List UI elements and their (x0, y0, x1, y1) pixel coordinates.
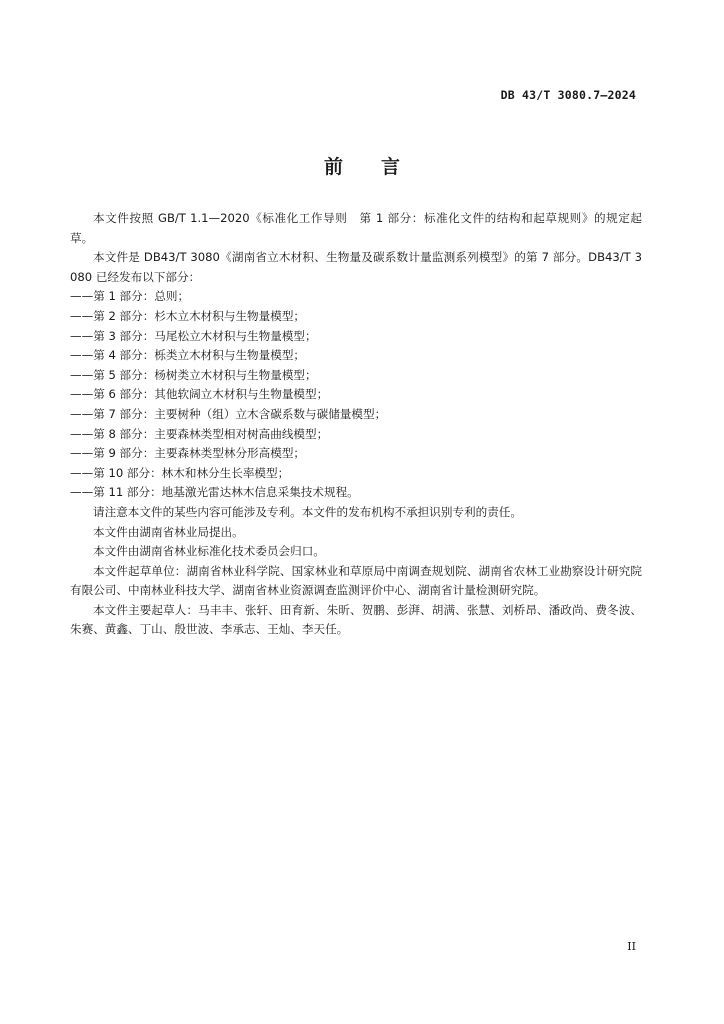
list-item: ——第 6 部分：其他软阔立木材积与生物量模型； (70, 387, 329, 402)
list-item: ——第 7 部分：主要树种（组）立木含碳系数与碳储量模型； (70, 406, 387, 421)
paragraph-committee: 本文件由湖南省林业标准化技术委员会归口。 (93, 544, 325, 559)
list-item: ——第 5 部分：杨树类立木材积与生物量模型； (70, 367, 317, 382)
paragraph-drafting-units: 本文件起草单位：湖南省林业科学院、国家林业和草原局中南调查规划院、湖南省农林工业勘察设计研究院有限公司、中南林业科技大学、湖南省林业资源调查监测评价中心、湖南省计量检测研究院。 (70, 563, 642, 598)
paragraph-series-intro: 本文件是 DB43/T 3080《湖南省立木材积、生物量及碳系数计量监测系列模型》的第 7 部分。DB43/T 3080 已经发布以下部分： (70, 250, 642, 284)
foreword-body (70, 209, 642, 640)
list-item: ——第 10 部分：林木和林分生长率模型； (70, 465, 290, 480)
paragraph-patent-notice: 请注意本文件的某些内容可能涉及专利。本文件的发布机构不承担识别专利的责任。 (93, 504, 522, 519)
list-item: ——第 8 部分：主要森林类型相对树高曲线模型； (70, 426, 329, 441)
list-item: ——第 11 部分：地基激光雷达林木信息采集技术规程。 (70, 485, 359, 500)
paragraph-drafting-rule: 本文件按照 GB/T 1.1—2020《标准化工作导则 第 1 部分：标准化文件的结构和起草规则》的规定起草。 (70, 211, 642, 245)
list-item: ——第 3 部分：马尾松立木材积与生物量模型； (70, 328, 317, 343)
paragraph-proposer: 本文件由湖南省林业局提出。 (93, 524, 244, 539)
document-code: DB 43/T 3080.7—2024 (500, 88, 636, 102)
list-item: ——第 4 部分：栎类立木材积与生物量模型； (70, 348, 306, 363)
list-item: ——第 9 部分：主要森林类型林分形高模型； (70, 446, 306, 461)
list-item: ——第 1 部分：总则； (70, 289, 190, 304)
paragraph-drafters: 本文件主要起草人：马丰丰、张轩、田育新、朱昕、贺鹏、彭湃、胡满、张慧、刘桥昂、潘政尚、费冬波、朱赛、黄鑫、丁山、殷世波、李承志、王灿、李天任。 (70, 602, 642, 637)
list-item: ——第 2 部分：杉木立木材积与生物量模型； (70, 308, 306, 323)
page-number: II (627, 940, 636, 953)
page-title: 前言 (323, 156, 438, 178)
parts-list (70, 287, 642, 503)
